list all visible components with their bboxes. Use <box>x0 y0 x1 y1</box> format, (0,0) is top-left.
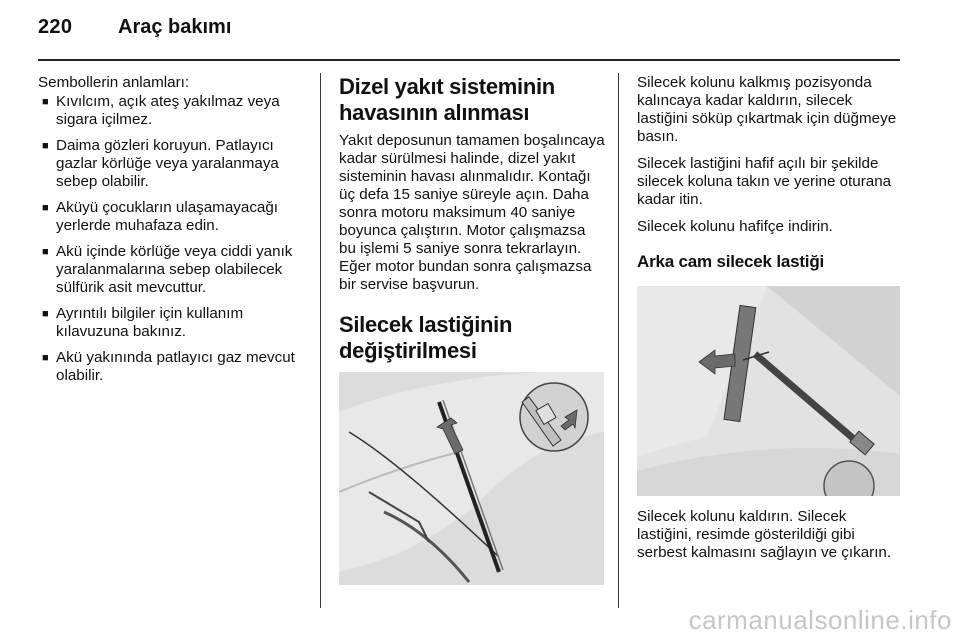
column-divider-2 <box>618 73 619 608</box>
list-item: ■ Daima gözleri koruyun. Patlayıcı gazlar körlüğe veya yaralanmaya sebep olabilir. <box>42 137 279 190</box>
watermark: carmanualsonline.info <box>688 605 952 635</box>
column-divider-1 <box>320 73 321 608</box>
bullet-square-icon: ■ <box>42 140 49 152</box>
page-number: 220 <box>38 16 73 38</box>
list-item: ■ Akü yakınında patlayıcı gaz mevcut olabilir. <box>42 349 295 384</box>
fuel-bleed-heading: Dizel yakıt sisteminin havasının alınması <box>339 74 555 125</box>
rear-wiper-illustration <box>637 286 900 496</box>
symbols-intro: Sembollerin anlamları: <box>38 74 190 91</box>
bullet-square-icon: ■ <box>42 202 49 214</box>
list-item: ■ Aküyü çocukların ulaşamayacağı yerlerde muhafaza edin. <box>42 199 279 234</box>
list-item: ■ Kıvılcım, açık ateş yakılmaz veya sigara içilmez. <box>42 93 280 128</box>
wiper-blade-heading: Silecek lastiğinin değiştirilmesi <box>339 312 513 363</box>
list-item: ■ Akü içinde körlüğe veya ciddi yanık yaralanmalarına sebep olabilecek sülfürik asit mevcuttur. <box>42 243 293 296</box>
column-3 <box>637 74 903 571</box>
bullet-square-icon: ■ <box>42 308 49 320</box>
section-title: Araç bakımı <box>118 16 232 38</box>
header-divider <box>38 59 900 61</box>
column-2 <box>339 74 605 585</box>
column-1 <box>38 74 308 393</box>
wiper-step-3: Silecek kolunu hafifçe indirin. <box>637 218 833 235</box>
symbol-list <box>38 93 308 385</box>
list-item: ■ Ayrıntılı bilgiler için kullanım kılavuzuna bakınız. <box>42 305 244 340</box>
rear-wiper-heading: Arka cam silecek lastiği <box>637 252 825 271</box>
bullet-square-icon: ■ <box>42 96 49 108</box>
bullet-square-icon: ■ <box>42 352 49 364</box>
bullet-square-icon: ■ <box>42 246 49 258</box>
fuel-bleed-paragraph: Yakıt deposunun tamamen boşalıncaya kadar sürülmesi halinde, dizel yakıt sisteminin havası alınmalıdır. Kontağı üç defa 15 saniye süreyle açın. Daha sonra motoru maksimum 40 saniye boyunca çalıştırın. Motor çalışmazsa bu işlemi 5 saniye sonra tekrarlayın. Eğer motor bundan sonra çalışmazsa bir servise başvurun. <box>339 132 605 293</box>
wiper-step-2: Silecek lastiğini hafif açılı bir şekilde silecek koluna takın ve yerine oturana kadar itin. <box>637 155 892 208</box>
rear-wiper-paragraph: Silecek kolunu kaldırın. Silecek lastiğini, resimde gösterildiği gibi serbest kalmasını sağlayın ve çıkarın. <box>637 508 892 561</box>
front-wiper-illustration <box>339 372 604 585</box>
wiper-step-1: Silecek kolunu kalkmış pozisyonda kalıncaya kadar kaldırın, silecek lastiğini söküp çıkartmak için düğmeye basın. <box>637 74 897 145</box>
